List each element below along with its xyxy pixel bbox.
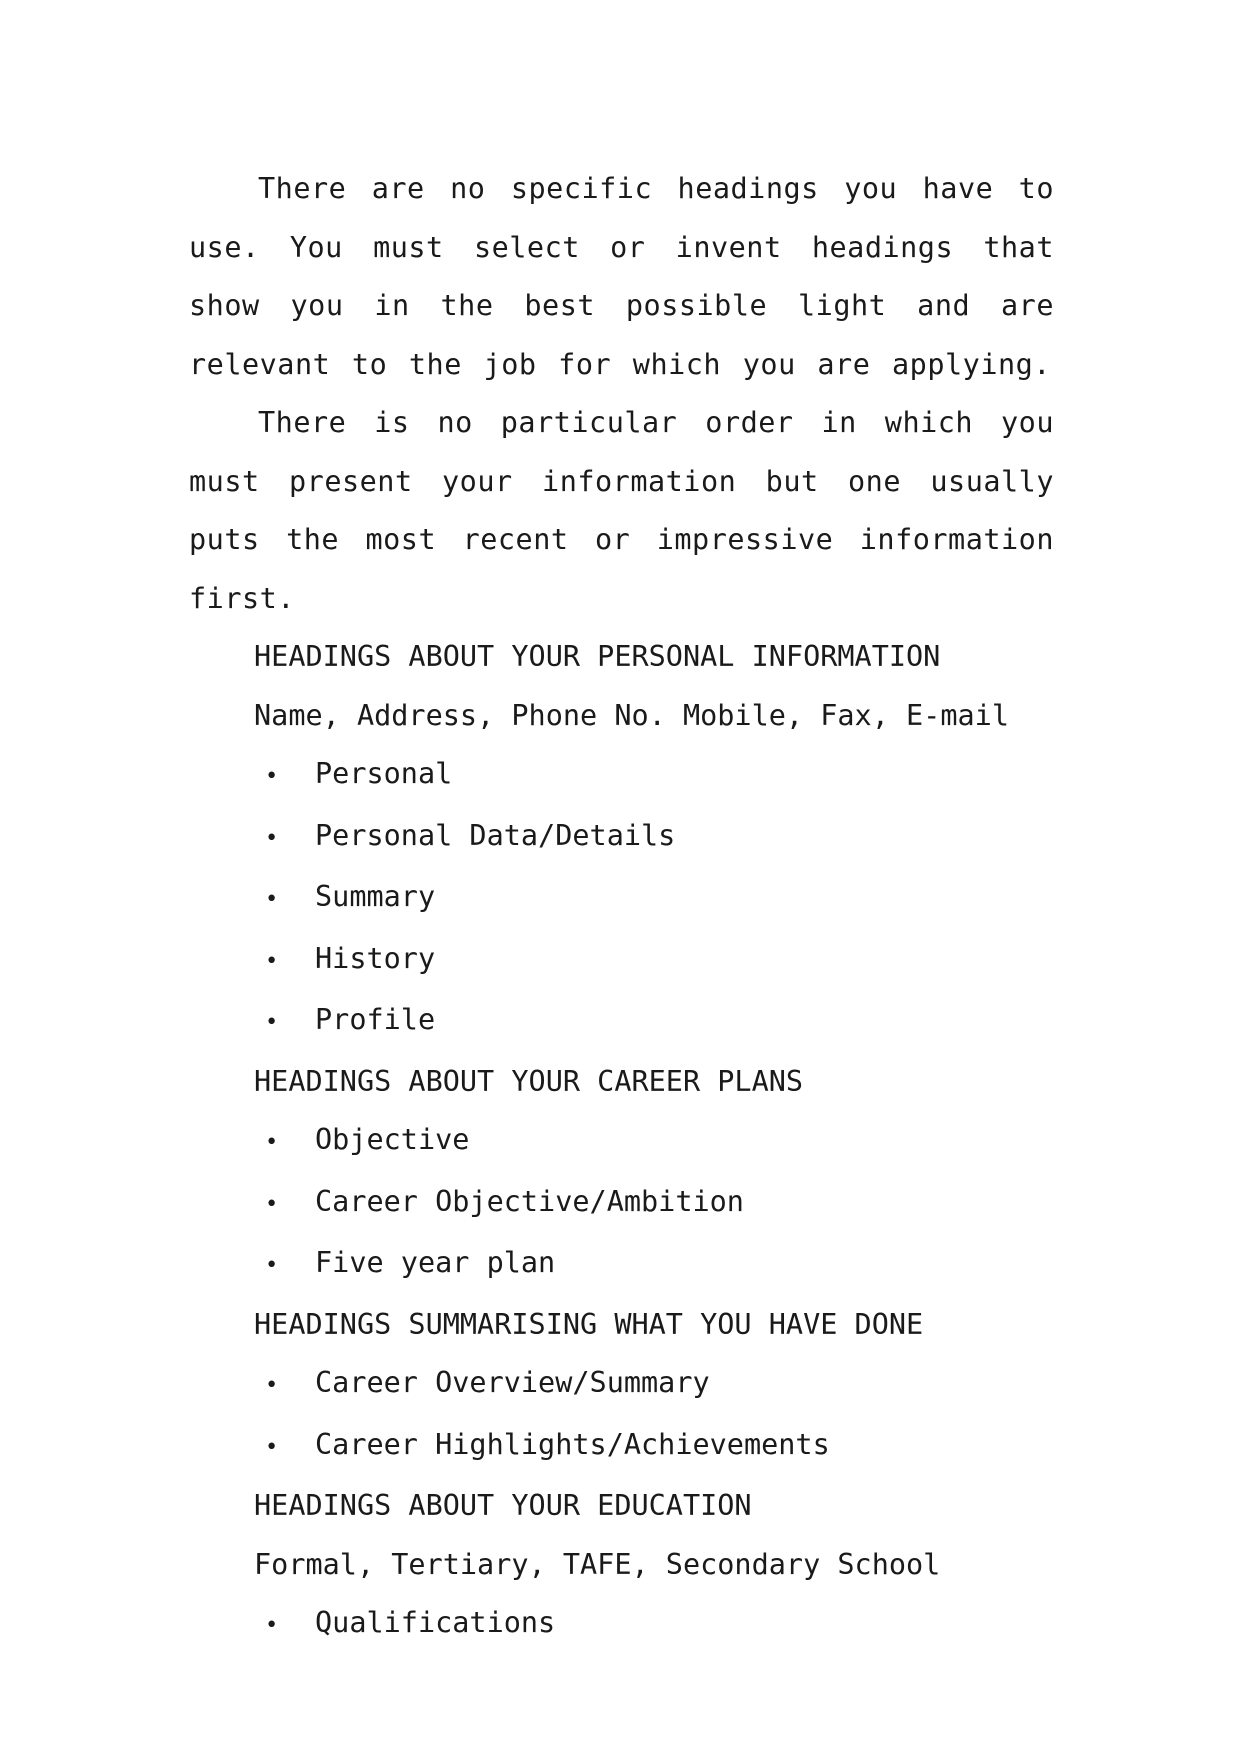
section-heading: HEADINGS ABOUT YOUR CAREER PLANS [254,1064,804,1098]
list-item [265,868,1054,930]
list-item-label: Personal [315,757,453,790]
document-body [189,160,1054,1656]
list-item-label: Five year plan [315,1246,556,1279]
list-item-label: Summary [315,880,436,913]
list-item [265,930,1054,992]
bullet-list [189,745,1054,1053]
bullet-icon: • [265,948,279,974]
list-item [265,991,1054,1053]
section-personal-information [189,628,1054,1053]
bullet-icon: • [265,764,279,789]
bullet-icon: • [265,1373,279,1398]
bullet-list [189,1111,1054,1296]
bullet-icon: • [265,1130,279,1155]
section-education [189,1477,1054,1656]
list-item [265,1234,1054,1296]
list-item [265,745,1054,807]
bullet-list [189,1354,1054,1477]
list-item-label: Objective [315,1123,470,1156]
list-item-label: Profile [315,1003,436,1036]
list-item-label: Personal Data/Details [315,818,676,852]
section-career-summary [189,1296,1054,1478]
bullet-icon: • [265,1253,279,1278]
intro-paragraph: There are no specific headings you have to use. You must select or invent headings that show you in the best possible light and are relevant to the job for which you are applying. [189,172,1054,381]
list-item [265,807,1054,869]
bullet-icon: • [265,1191,279,1217]
bullet-icon: • [265,1434,279,1460]
order-paragraph: There is no particular order in which you must present your information but one usually puts the most recent or impressive information first. [189,406,1054,615]
section-career-plans [189,1053,1054,1296]
list-item [265,1416,1054,1478]
list-item-label: Qualifications [315,1606,556,1639]
bullet-icon: • [265,887,279,912]
bullet-list [189,1594,1054,1656]
list-item-label: History [315,941,436,975]
section-note: Formal, Tertiary, TAFE, Secondary School [254,1547,941,1581]
bullet-icon: • [265,1613,279,1638]
list-item-label: Career Overview/Summary [315,1366,710,1399]
bullet-icon: • [265,1010,279,1035]
list-item-label: Career Highlights/Achievements [315,1427,830,1461]
section-heading: HEADINGS ABOUT YOUR PERSONAL INFORMATION [254,640,941,673]
section-note: Name, Address, Phone No. Mobile, Fax, E-mail [254,698,1009,732]
list-item [265,1173,1054,1235]
list-item-label: Career Objective/Ambition [315,1184,744,1218]
bullet-icon: • [265,825,279,851]
list-item [265,1111,1054,1173]
list-item [265,1594,1054,1656]
section-heading: HEADINGS ABOUT YOUR EDUCATION [254,1489,752,1522]
list-item [265,1354,1054,1416]
section-heading: HEADINGS SUMMARISING WHAT YOU HAVE DONE [254,1307,924,1341]
